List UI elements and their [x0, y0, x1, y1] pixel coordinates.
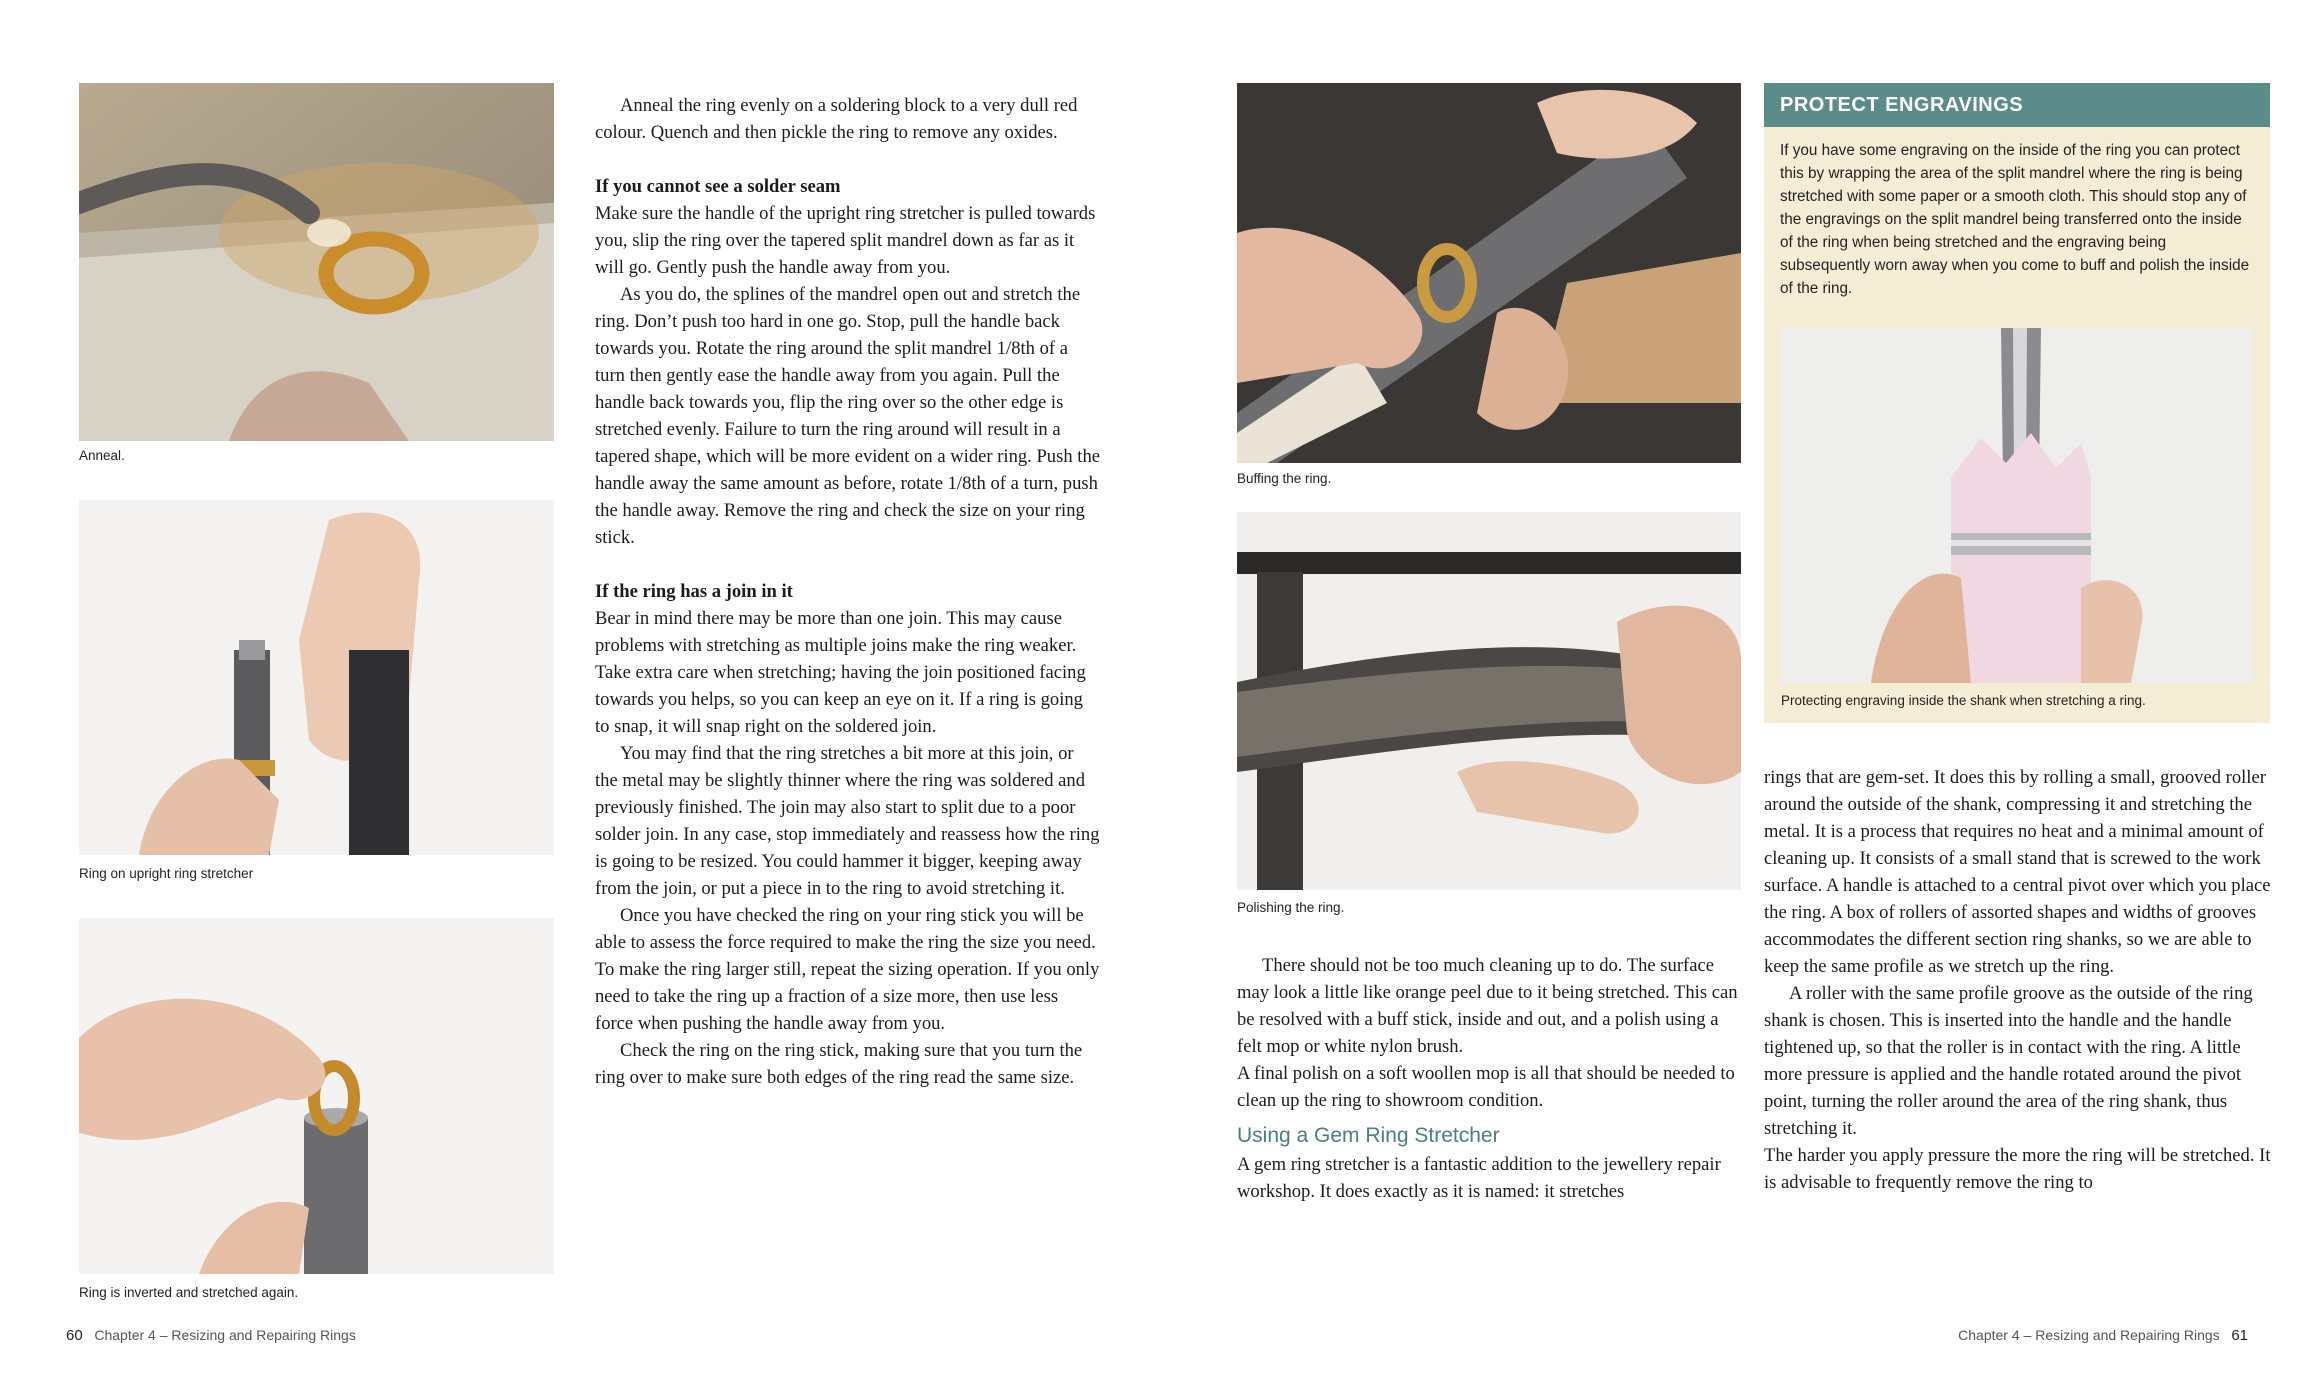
right-text-column [1237, 952, 1742, 1205]
protect-engravings-box [1764, 83, 2270, 723]
body-paragraph: You may find that the ring stretches a bit more at this join, or the metal may be slightly thinner where the ring was soldered and previously finished. The join may also start to split due to a poor solder join. In any case, stop immediately and reassess how the ring is going to be resized. You could hammer it bigger, keeping away from the join, or put a piece in to the ring to avoid stretching it. [595, 743, 1100, 899]
page-number-left: 60 [66, 1327, 83, 1344]
photo-protect-engraving [1781, 328, 2253, 683]
box-title: PROTECT ENGRAVINGS [1764, 83, 2270, 127]
footer-left [66, 1327, 356, 1344]
box-caption: Protecting engraving inside the shank when stretching a ring. [1781, 693, 2146, 708]
subsection-heading: Using a Gem Ring Stretcher [1237, 1124, 1500, 1147]
body-paragraph: rings that are gem-set. It does this by rolling a small, grooved roller around the outside of the shank, compressing it and stretching the metal. It is a process that requires no heat and a minimal amount of cleaning up. It consists of a small stand that is screwed to the work surface. A handle is attached to a central pivot over which you place the ring. A box of rollers of assorted shapes and widths of grooves accommodates the different section ring shanks, so we are able to keep the same profile as we stretch up the ring. [1764, 767, 2271, 977]
footer-right [1958, 1327, 2248, 1344]
body-paragraph: A roller with the same profile groove as the outside of the ring shank is chosen. This is inserted into the handle and the handle tightened up, so that the roller is in contact with the ring. A little more pressure is applied and the handle rotated around the pivot point, turning the roller around the area of the ring shank, thus stretching it. [1764, 983, 2253, 1139]
body-paragraph: A gem ring stretcher is a fantastic addition to the jewellery repair workshop. It does exactly as it is named: it stretches [1237, 1154, 1721, 1202]
left-text-column [595, 92, 1100, 1091]
photo-anneal [79, 83, 554, 441]
body-paragraph: There should not be too much cleaning up to do. The surface may look a little like orange peel due to it being stretched. This can be resolved with a buff stick, inside and out, and a polish using a felt mop or white nylon brush. [1237, 955, 1738, 1057]
caption-polishing: Polishing the ring. [1237, 900, 1345, 915]
body-paragraph: The harder you apply pressure the more the ring will be stretched. It is advisable to frequently remove the ring to [1764, 1145, 2271, 1193]
photo-upright-ring-stretcher [79, 500, 554, 855]
section-heading: If you cannot see a solder seam [595, 176, 841, 197]
paragraph-gap [595, 551, 1100, 578]
body-paragraph: Check the ring on the ring stick, making sure that you turn the ring over to make sure both edges of the ring read the same size. [595, 1040, 1083, 1088]
body-paragraph: Make sure the handle of the upright ring stretcher is pulled towards you, slip the ring over the tapered split mandrel down as far as it will go. Gently push the handle away from you. [595, 203, 1096, 278]
footer-chapter-right: Chapter 4 – Resizing and Repairing Rings [1958, 1327, 2220, 1343]
page-number-right: 61 [2231, 1327, 2248, 1344]
photo-ring-inverted [79, 918, 554, 1274]
photo-polishing [1237, 512, 1741, 890]
caption-anneal: Anneal. [79, 448, 125, 463]
caption-inverted: Ring is inverted and stretched again. [79, 1285, 299, 1300]
body-paragraph: Anneal the ring evenly on a soldering block to a very dull red colour. Quench and then pickle the ring to remove any oxides. [595, 95, 1078, 143]
photo-buffing [1237, 83, 1741, 463]
body-paragraph: A final polish on a soft woollen mop is all that should be needed to clean up the ring to showroom condition. [1237, 1063, 1735, 1111]
paragraph-gap [595, 146, 1100, 173]
caption-buffing: Buffing the ring. [1237, 471, 1332, 486]
section-heading: If the ring has a join in it [595, 581, 793, 602]
box-text: If you have some engraving on the inside of the ring you can protect this by wrapping the area of the split mandrel where the ring is being stretched with some paper or a smooth cloth. This should stop any of the engravings on the split mandrel being transferred onto the inside of the ring when being stretched and the engraving being subsequently worn away when you come to buff and polish the inside of the ring. [1780, 142, 2250, 297]
right-text-column-2 [1764, 764, 2272, 1196]
body-paragraph: As you do, the splines of the mandrel open out and stretch the ring. Don’t push too hard in one go. Stop, pull the handle back towards you. Rotate the ring around the split mandrel 1/8th of a turn then gently ease the handle away from you again. Pull the handle back towards you, flip the ring over so the other edge is stretched evenly. Failure to turn the ring around will result in a tapered shape, which will be more evident on a wider ring. Push the handle away the same amount as before, rotate 1/8th of a turn, push the handle away. Remove the ring and check the size on your ring stick. [595, 284, 1100, 548]
body-paragraph: Bear in mind there may be more than one join. This may cause problems with stretching as multiple joins make the ring weaker. Take extra care when stretching; having the join positioned facing towards you helps, so you can keep an eye on it. If a ring is going to snap, it will snap right on the soldered join. [595, 608, 1086, 737]
body-paragraph: Once you have checked the ring on your ring stick you will be able to assess the force required to make the ring the size you need. To make the ring larger still, repeat the sizing operation. If you only need to take the ring up a fraction of a size more, then use less force when pushing the handle away from you. [595, 905, 1100, 1034]
footer-chapter-left: Chapter 4 – Resizing and Repairing Rings [94, 1327, 356, 1343]
caption-upright: Ring on upright ring stretcher [79, 866, 254, 881]
